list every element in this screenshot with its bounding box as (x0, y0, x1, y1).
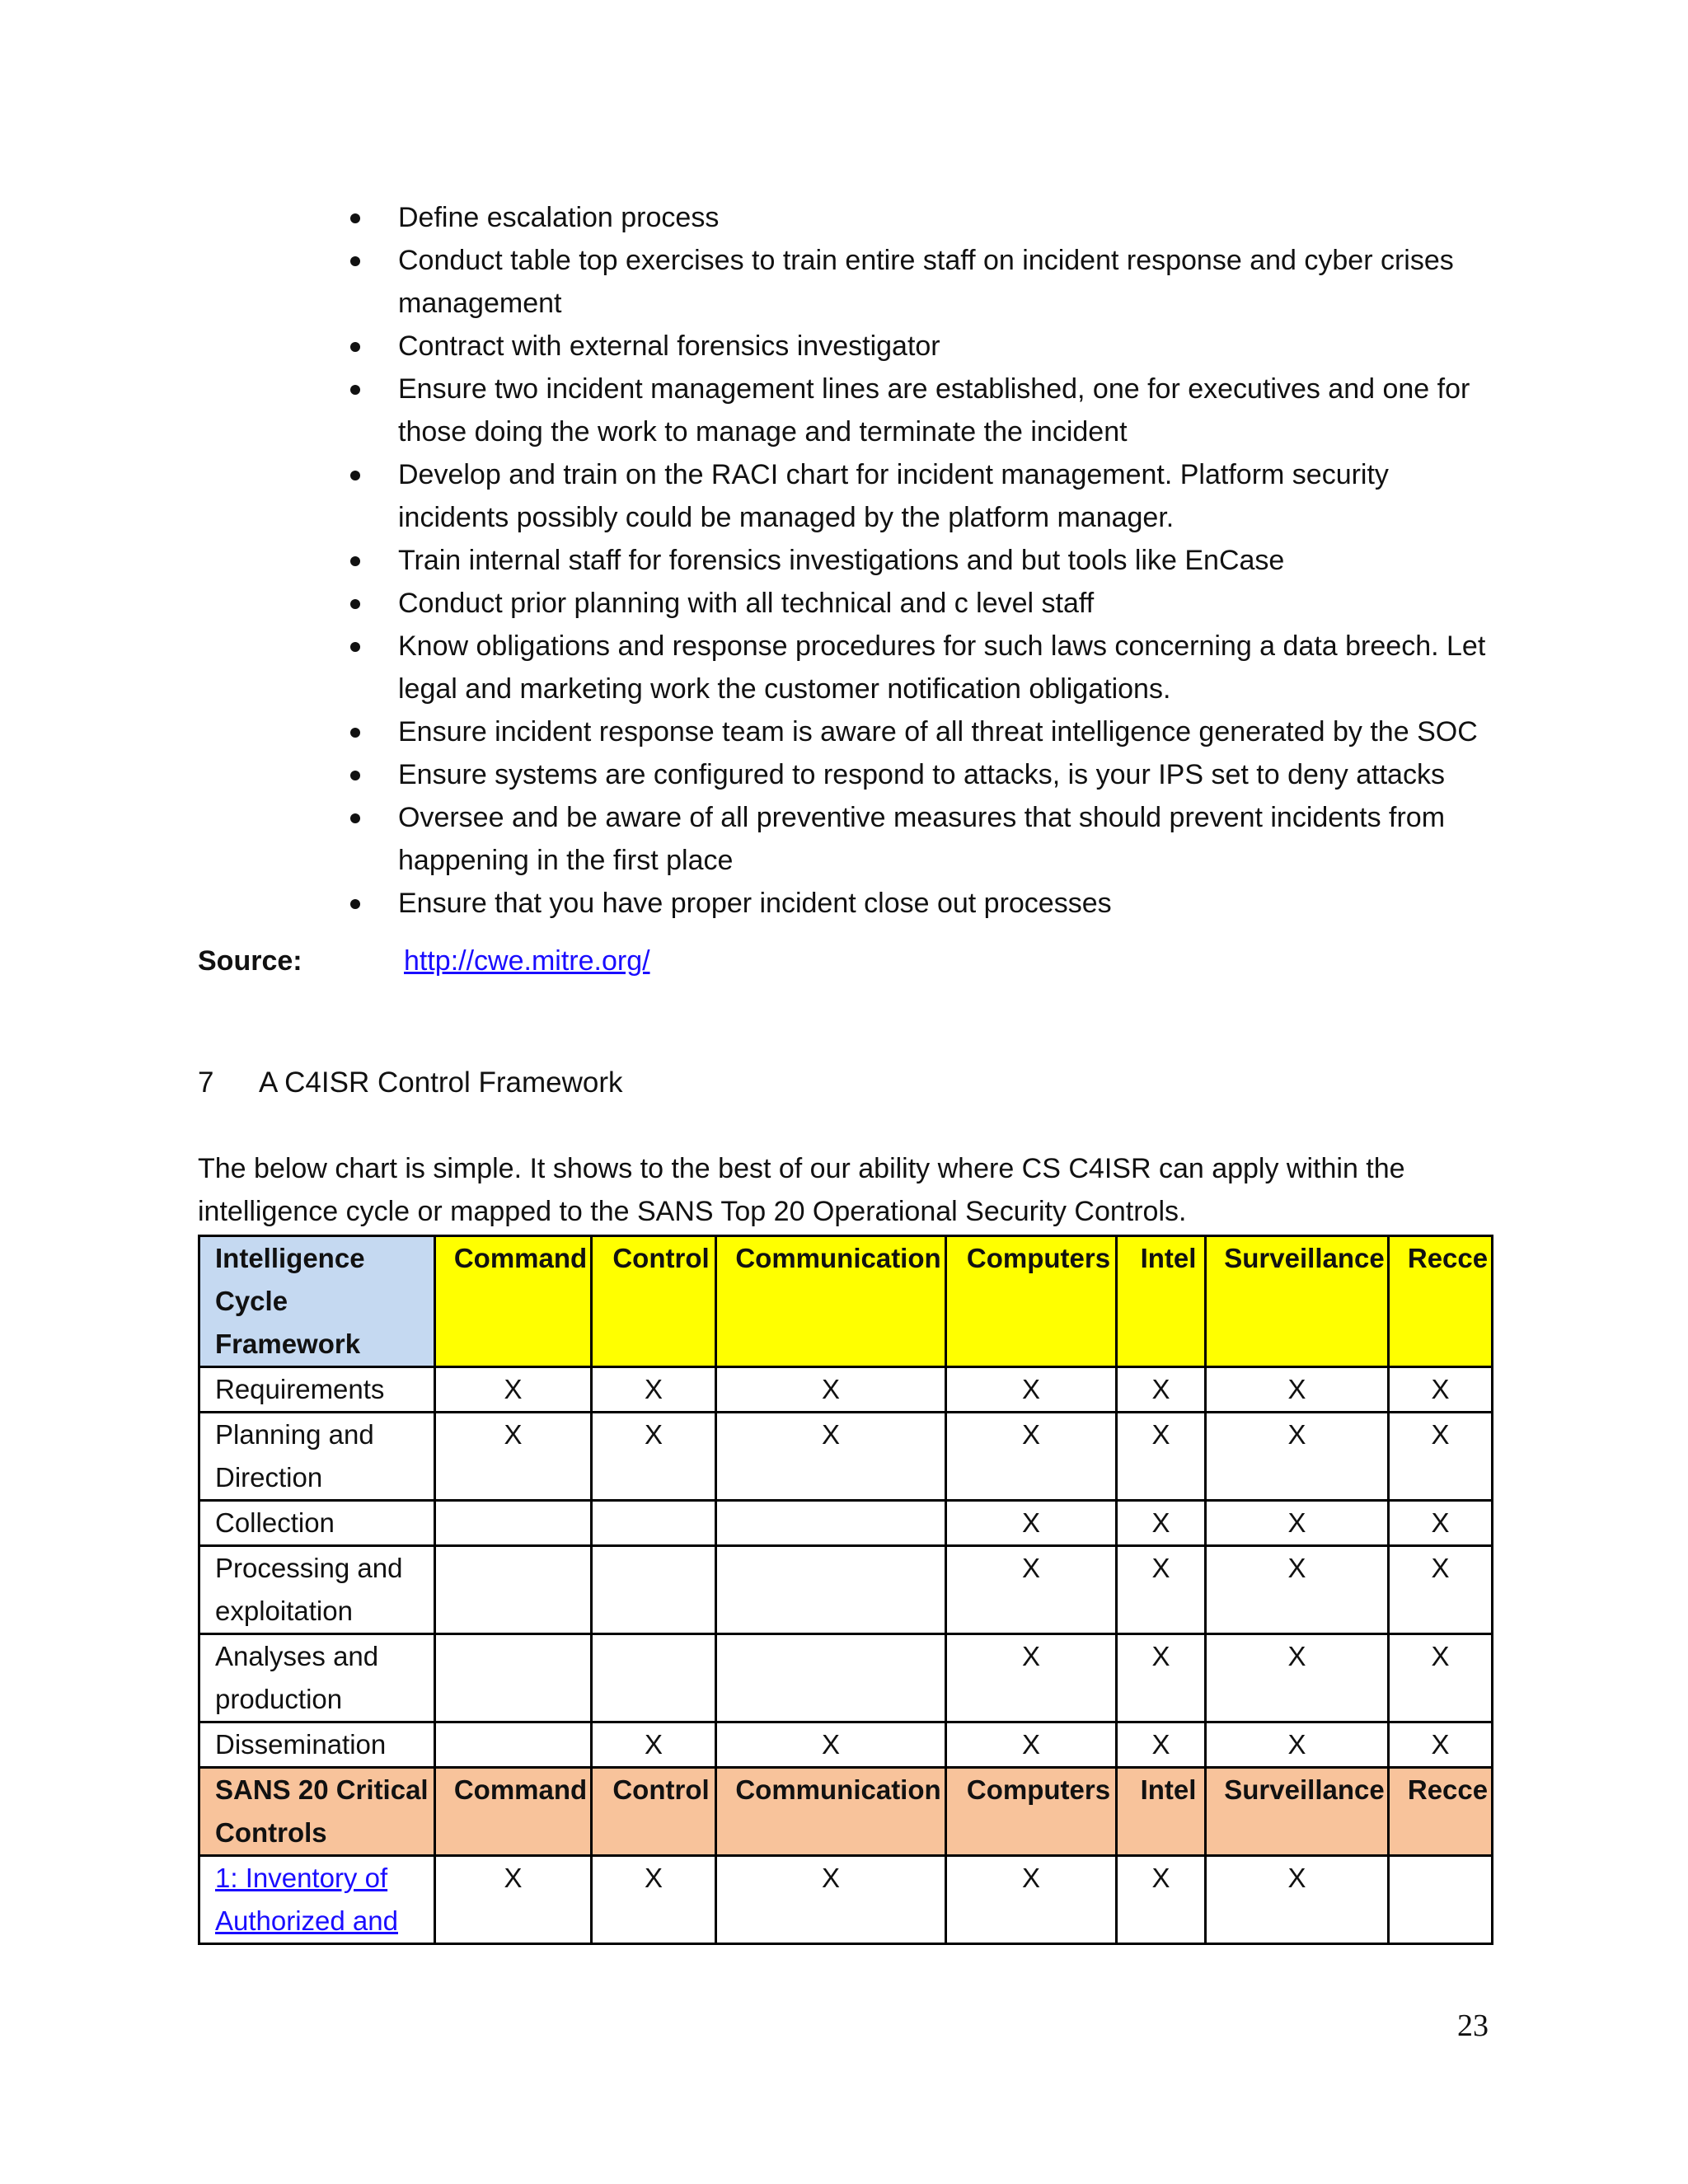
mark-cell (592, 1546, 716, 1634)
mark-cell: X (1117, 1722, 1206, 1768)
control-link[interactable]: 1: Inventory of Authorized and (215, 1863, 398, 1936)
mark-cell: X (1389, 1501, 1493, 1546)
mark-cell: X (592, 1856, 716, 1944)
bullet-icon (350, 256, 360, 266)
row-label-cell: Analyses and production (199, 1634, 435, 1722)
list-item (342, 325, 1496, 368)
mark-cell (1389, 1856, 1493, 1944)
list-item-text: Ensure two incident management lines are established, one for executives and one for those doing the work to manage and terminate the incident (398, 373, 1470, 448)
mark-cell: X (946, 1634, 1117, 1722)
list-item-text: Oversee and be aware of all preventive measures that should prevent incidents from happening in the first place (398, 802, 1446, 876)
list-item-text: Define escalation process (398, 202, 720, 233)
mark-cell: X (716, 1722, 946, 1768)
mark-cell: X (1117, 1367, 1206, 1413)
section-title: A C4ISR Control Framework (259, 1066, 623, 1099)
table-row (199, 1413, 1493, 1501)
mark-cell: X (946, 1546, 1117, 1634)
mark-cell (592, 1501, 716, 1546)
table-header-row (199, 1768, 1493, 1856)
source-label: Source: (198, 945, 302, 977)
header-cell: Recce (1389, 1236, 1493, 1367)
mark-cell: X (946, 1501, 1117, 1546)
bullet-icon (350, 899, 360, 909)
mark-cell: X (1206, 1413, 1389, 1501)
mark-cell (435, 1722, 592, 1768)
mark-cell: X (946, 1413, 1117, 1501)
mark-cell: X (1206, 1546, 1389, 1634)
table-row (199, 1501, 1493, 1546)
list-item (342, 539, 1496, 582)
list-item-text: Ensure systems are configured to respond to attacks, is your IPS set to deny attacks (398, 759, 1445, 790)
list-item (342, 239, 1496, 325)
mark-cell: X (1117, 1634, 1206, 1722)
bullet-icon (350, 599, 360, 609)
header-cell: Computers (946, 1768, 1117, 1856)
bullet-icon (350, 642, 360, 652)
mark-cell: X (1206, 1856, 1389, 1944)
table-row (199, 1546, 1493, 1634)
mark-cell: X (946, 1856, 1117, 1944)
mark-cell: X (1389, 1546, 1493, 1634)
mark-cell: X (592, 1722, 716, 1768)
mark-cell: X (435, 1367, 592, 1413)
header-cell: Surveillance (1206, 1768, 1389, 1856)
row-label-cell: Requirements (199, 1367, 435, 1413)
mark-cell: X (592, 1413, 716, 1501)
mark-cell: X (592, 1367, 716, 1413)
list-item-text: Know obligations and response procedures for such laws concerning a data breech. Let legal and marketing work the customer notification obligations. (398, 630, 1486, 705)
mark-cell (435, 1501, 592, 1546)
list-item-text: Contract with external forensics investigator (398, 330, 940, 362)
mark-cell: X (946, 1367, 1117, 1413)
table-row (199, 1856, 1493, 1944)
header-cell: Intel (1117, 1236, 1206, 1367)
section-number: 7 (198, 1066, 214, 1099)
bullet-list (342, 196, 1496, 925)
list-item (342, 710, 1496, 753)
row-label-cell: Collection (199, 1501, 435, 1546)
list-item (342, 453, 1496, 539)
c4isr-matrix-table (198, 1235, 1493, 1945)
row-label-cell (199, 1856, 435, 1944)
mark-cell: X (1206, 1722, 1389, 1768)
row-label-cell: Dissemination (199, 1722, 435, 1768)
table-header-row (199, 1236, 1493, 1367)
page-number: 23 (1457, 2008, 1489, 2043)
list-item-text: Conduct table top exercises to train entire staff on incident response and cyber crises management (398, 245, 1454, 319)
mark-cell: X (1206, 1367, 1389, 1413)
list-item-text: Train internal staff for forensics investigations and but tools like EnCase (398, 545, 1285, 576)
mark-cell: X (1117, 1413, 1206, 1501)
header-cell: Intelligence Cycle Framework (199, 1236, 435, 1367)
list-item-text: Ensure incident response team is aware of all threat intelligence generated by the SOC (398, 716, 1478, 748)
list-item (342, 753, 1496, 796)
mark-cell (716, 1634, 946, 1722)
header-cell: Recce (1389, 1768, 1493, 1856)
header-cell: Control (592, 1768, 716, 1856)
table-row (199, 1722, 1493, 1768)
mark-cell (435, 1634, 592, 1722)
mark-cell: X (1389, 1722, 1493, 1768)
bullet-icon (350, 471, 360, 480)
bullet-icon (350, 342, 360, 352)
bullet-icon (350, 385, 360, 395)
row-label-cell: Planning and Direction (199, 1413, 435, 1501)
bullet-icon (350, 213, 360, 223)
mark-cell: X (435, 1856, 592, 1944)
list-item (342, 196, 1496, 239)
bullet-icon (350, 771, 360, 780)
list-item (342, 882, 1496, 925)
header-cell: SANS 20 Critical Controls (199, 1768, 435, 1856)
mark-cell: X (1389, 1413, 1493, 1501)
mark-cell (716, 1546, 946, 1634)
list-item-text: Ensure that you have proper incident close out processes (398, 888, 1112, 919)
mark-cell: X (1117, 1856, 1206, 1944)
bullet-icon (350, 813, 360, 823)
mark-cell: X (1389, 1634, 1493, 1722)
intro-paragraph: The below chart is simple. It shows to the best of our ability where CS C4ISR can apply within the intelligence cycle or mapped to the SANS Top 20 Operational Security Controls. (198, 1153, 1405, 1227)
mark-cell (435, 1546, 592, 1634)
mark-cell: X (946, 1722, 1117, 1768)
list-item-text: Develop and train on the RACI chart for incident management. Platform security incidents possibly could be managed by the platform manager. (398, 459, 1389, 533)
mark-cell (592, 1634, 716, 1722)
header-cell: Control (592, 1236, 716, 1367)
header-cell: Command (435, 1236, 592, 1367)
header-cell: Surveillance (1206, 1236, 1389, 1367)
table-row (199, 1634, 1493, 1722)
list-item (342, 368, 1496, 453)
mark-cell (716, 1501, 946, 1546)
mark-cell: X (716, 1856, 946, 1944)
mark-cell: X (716, 1413, 946, 1501)
mark-cell: X (1206, 1634, 1389, 1722)
list-item (342, 625, 1496, 710)
header-cell: Communication (716, 1236, 946, 1367)
mark-cell: X (1389, 1367, 1493, 1413)
list-item-text: Conduct prior planning with all technical and c level staff (398, 588, 1095, 619)
list-item (342, 796, 1496, 882)
mark-cell: X (1117, 1546, 1206, 1634)
section-heading (198, 1062, 623, 1104)
header-cell: Computers (946, 1236, 1117, 1367)
bullet-icon (350, 728, 360, 738)
mark-cell: X (716, 1367, 946, 1413)
source-link[interactable]: http://cwe.mitre.org/ (404, 945, 650, 977)
header-cell: Communication (716, 1768, 946, 1856)
bullet-icon (350, 556, 360, 566)
header-cell: Command (435, 1768, 592, 1856)
table-row (199, 1367, 1493, 1413)
mark-cell: X (435, 1413, 592, 1501)
row-label-cell: Processing and exploitation (199, 1546, 435, 1634)
mark-cell: X (1117, 1501, 1206, 1546)
header-cell: Intel (1117, 1768, 1206, 1856)
list-item (342, 582, 1496, 625)
mark-cell: X (1206, 1501, 1389, 1546)
